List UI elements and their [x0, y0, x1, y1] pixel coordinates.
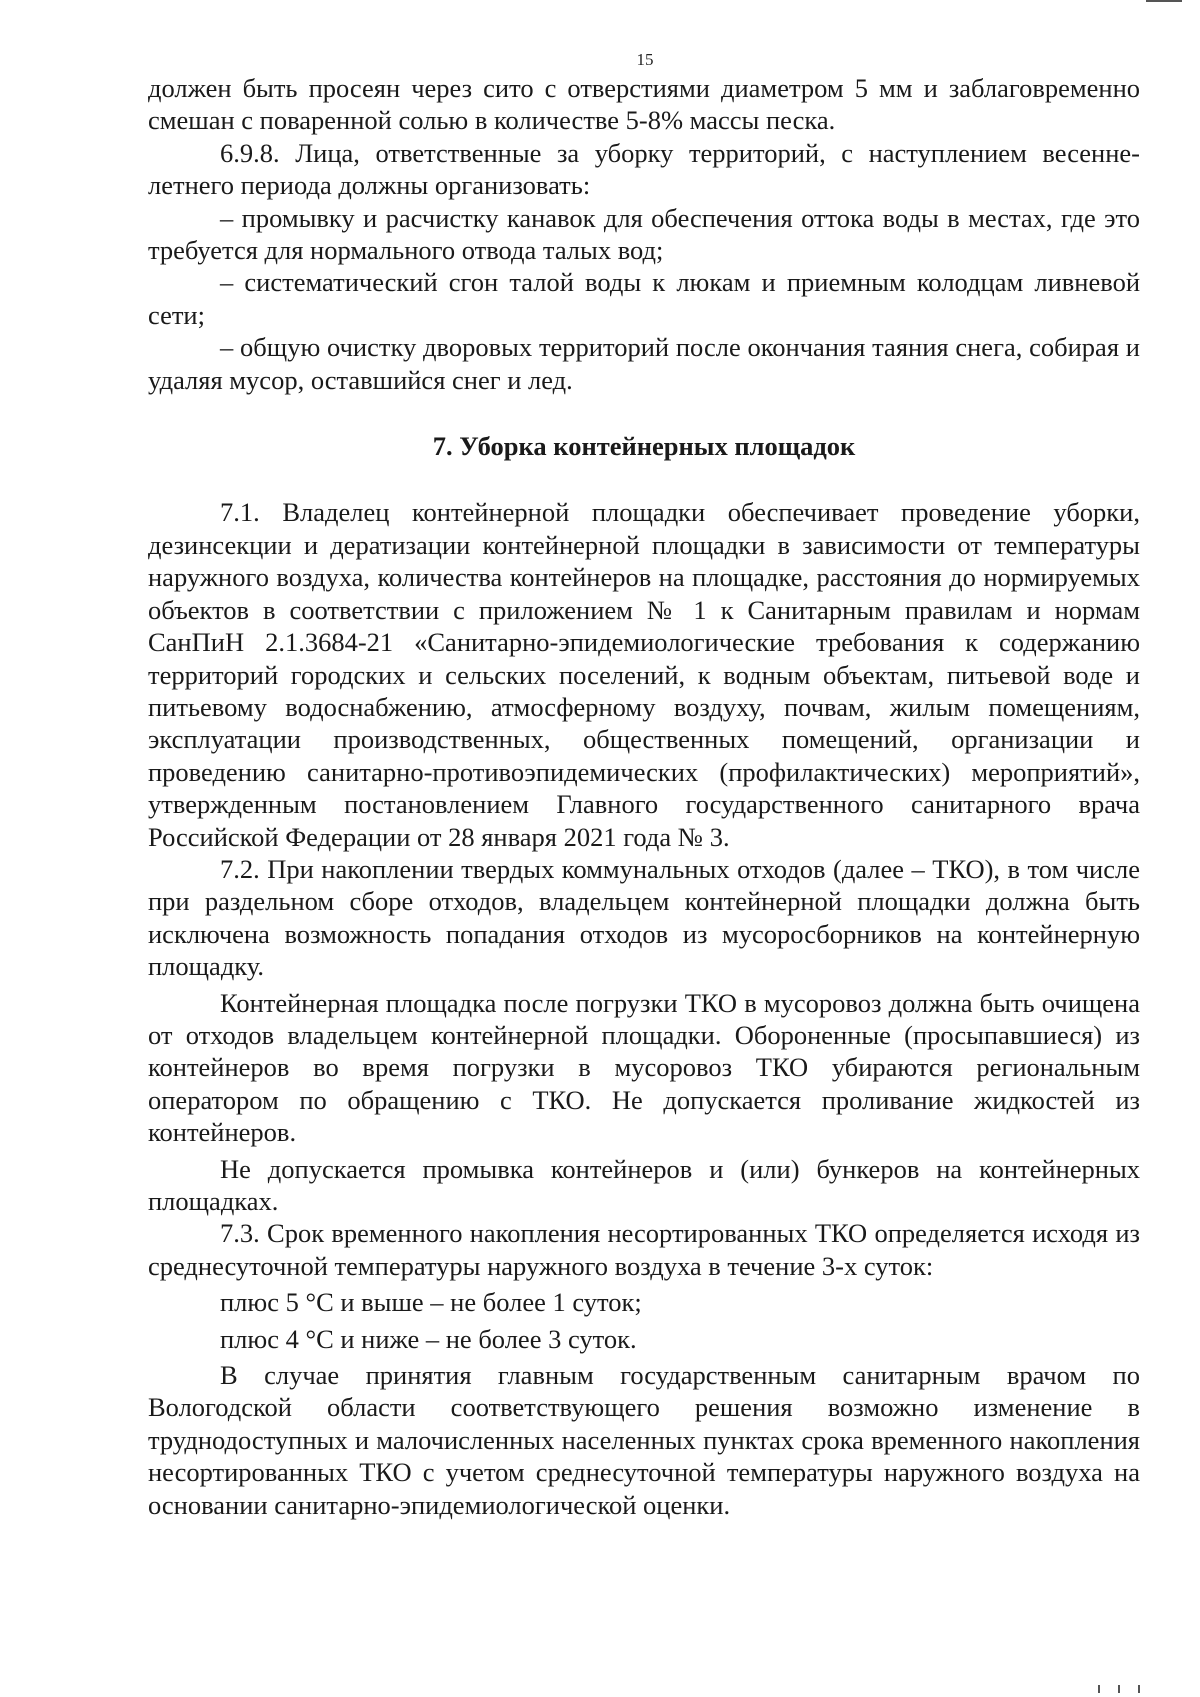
page-number: 15 [636, 50, 654, 69]
scan-artifact-bottom-2 [1118, 1685, 1120, 1693]
section-heading: 7. Уборка контейнерных площадок [432, 431, 856, 462]
paragraph-7-1: 7.1. Владелец контейнерной площадки обеспечивает проведение уборки, дезинсекции и дератизации контейнерной площадки в зависимости от температуры наружного воздуха, количества контейнеров на площадке, расстояния до нормируемых объектов в соответствии с приложением № 1 к Санитарным правилам и нормам СанПиН 2.1.3684-21 «Санитарно-эпидемиологические требования к содержанию территорий городских и сельских поселений, к водным объектам, питьевой воде и питьевому водоснабжению, атмосферному воздуху, почвам, жилым помещениям, эксплуатации производственных, общественных помещений, организации и проведению санитарно-противоэпидемических (профилактических) мероприятий», утвержденным постановлением Главного государственного санитарного врача Российской Федерации от 28 января 2021 года № 3. [148, 497, 1140, 852]
paragraph-exception: В случае принятия главным государственным санитарным врачом по Вологодской области соответствующего решения возможно изменение в труднодоступных и малочисленных населенных пунктах срока временного накопления несортированных ТКО с учетом среднесуточной температуры наружного воздуха на основании санитарно-эпидемиологической оценки. [148, 1360, 1140, 1520]
paragraph-no-washing: Не допускается промывка контейнеров и (или) бункеров на контейнерных площадках. [148, 1153, 1140, 1216]
paragraph-continuation: должен быть просеян через сито с отверстиями диаметром 5 мм и заблаговременно смешан с поваренной солью в количестве 5-8% массы песка. [148, 73, 1140, 136]
scan-artifact-top [1146, 0, 1182, 2]
list-item-cleanup: – общую очистку дворовых территорий после окончания таяния снега, собирая и удаляя мусор, оставшийся снег и лед. [148, 332, 1140, 395]
paragraph-container-site: Контейнерная площадка после погрузки ТКО в мусоровоз должна быть очищена от отходов владельцем контейнерной площадки. Обороненные (просыпавшиеся) из контейнеров во время погрузки в мусоровоз ТКО убираются региональным оператором по обращению с ТКО. Не допускается проливание жидкостей из контейнеров. [148, 987, 1140, 1148]
document-body [148, 72, 1140, 1521]
list-item-plus-5: плюс 5 °С и выше – не более 1 суток; [220, 1287, 642, 1318]
scan-artifact-bottom-3 [1138, 1685, 1140, 1693]
scan-artifact-bottom [1098, 1685, 1100, 1693]
paragraph-7-3: 7.3. Срок временного накопления несортированных ТКО определяется исходя из среднесуточной температуры наружного воздуха в течение 3-х суток: [148, 1218, 1140, 1281]
list-item-meltwater: – систематический сгон талой воды к люкам и приемным колодцам ливневой сети; [148, 267, 1140, 330]
list-item-drainage: – промывку и расчистку канавок для обеспечения оттока воды в местах, где это требуется для нормального отвода талых вод; [148, 202, 1140, 266]
list-item-plus-4: плюс 4 °С и ниже – не более 3 суток. [220, 1323, 637, 1354]
paragraph-7-2: 7.2. При накоплении твердых коммунальных отходов (далее – ТКО), в том числе при раздельном сборе отходов, владельцем контейнерной площадки должна быть исключена возможность попадания отходов из мусоросборников на контейнерную площадку. [148, 853, 1140, 982]
paragraph-6-9-8: 6.9.8. Лица, ответственные за уборку территорий, с наступлением весенне-летнего периода должны организовать: [148, 137, 1140, 201]
